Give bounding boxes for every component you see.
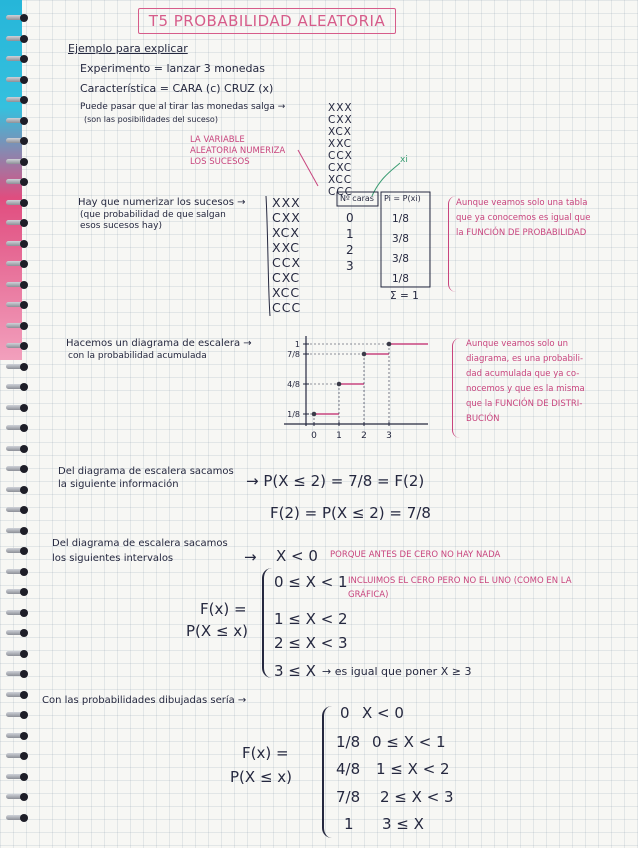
probability-column bbox=[392, 209, 409, 289]
info-formula-1: → P(X ≤ 2) = 7/8 = F(2) bbox=[246, 472, 425, 490]
outcome-item: CCC bbox=[328, 186, 353, 198]
final-row-cond: X < 0 bbox=[362, 704, 404, 722]
intervals-brace bbox=[262, 568, 274, 678]
note-line: la FUNCIÓN DE PROBABILIDAD bbox=[456, 228, 587, 238]
xi-label: xi bbox=[400, 155, 408, 165]
note-line: Aunque veamos solo un bbox=[466, 339, 569, 349]
num-faces-value: 2 bbox=[346, 243, 354, 257]
outcome-item: CCX bbox=[328, 150, 353, 162]
staircase-chart bbox=[268, 336, 438, 446]
probability-sum: Σ = 1 bbox=[390, 290, 419, 302]
step-point bbox=[362, 352, 367, 357]
note-line: que ya conocemos es igual que bbox=[456, 213, 591, 223]
outcome-item: XCX bbox=[272, 225, 300, 240]
numerize-text-1: Hay que numerizar los sucesos → bbox=[78, 197, 246, 208]
outcome-item: CXX bbox=[328, 114, 353, 126]
x-tick-label: 0 bbox=[311, 431, 317, 441]
distribution-function-note bbox=[466, 337, 585, 427]
page-title: T5 PROBABILIDAD ALEATORIA bbox=[138, 8, 396, 34]
final-row-val: 4/8 bbox=[336, 760, 361, 778]
probability-function-note bbox=[456, 196, 590, 241]
interval-row-3: 2 ≤ X < 3 bbox=[274, 634, 348, 652]
outcome-item: XCX bbox=[328, 126, 352, 138]
variable-note-line: ALEATORIA NUMERIZA bbox=[190, 146, 286, 156]
numerize-text-2: (que probabilidad de que salgan bbox=[80, 210, 226, 220]
num-faces-value: 0 bbox=[346, 211, 354, 225]
step-point bbox=[312, 412, 317, 417]
final-row-cond: 1 ≤ X < 2 bbox=[376, 760, 450, 778]
step-point bbox=[387, 342, 392, 347]
step-point bbox=[337, 382, 342, 387]
outcome-item: XXX bbox=[328, 102, 353, 114]
interval-row-4: 3 ≤ X bbox=[274, 662, 316, 680]
header-num-faces: Nº caras bbox=[340, 194, 374, 203]
outcomes-bracket-line bbox=[266, 196, 270, 316]
x-tick-label: 2 bbox=[361, 431, 367, 441]
final-lhs-1: F(x) = bbox=[242, 744, 289, 762]
num-faces-value: 1 bbox=[346, 227, 354, 241]
green-arrow bbox=[372, 163, 400, 196]
final-row-val: 0 bbox=[340, 704, 350, 722]
final-row-cond: 3 ≤ X bbox=[382, 815, 424, 833]
note-line: diagrama, es una probabili- bbox=[466, 354, 584, 364]
interval-note-1: INCLUIMOS EL CERO PERO NO EL UNO (COMO EN LA bbox=[348, 576, 572, 586]
x-tick-label: 1 bbox=[336, 431, 342, 441]
intervals-text-1: Del diagrama de escalera sacamos bbox=[52, 538, 228, 549]
note-line: Aunque veamos solo una tabla bbox=[456, 198, 588, 208]
features-text: Característica = CARA (c) CRUZ (x) bbox=[80, 82, 274, 95]
y-tick-label: 4/8 bbox=[287, 380, 300, 389]
outcome-item: XCC bbox=[328, 174, 353, 186]
num-faces-column bbox=[346, 210, 354, 274]
final-row-val: 1/8 bbox=[336, 733, 361, 751]
interval-note-cont: GRÁFICA) bbox=[348, 590, 389, 600]
outcome-item: CXX bbox=[272, 210, 301, 225]
outcome-item: CXC bbox=[328, 162, 353, 174]
interval-row-1: 0 ≤ X < 1 bbox=[274, 573, 348, 591]
num-faces-value: 3 bbox=[346, 259, 354, 273]
probability-value: 3/8 bbox=[392, 253, 409, 265]
example-heading: Ejemplo para explicar bbox=[68, 42, 188, 55]
outcome-item: CCX bbox=[272, 255, 302, 270]
numerize-outcomes bbox=[272, 195, 301, 315]
note-line: dad acumulada que ya co- bbox=[466, 369, 580, 379]
y-tick-label: 1/8 bbox=[287, 410, 300, 419]
intervals-lhs-1: F(x) = bbox=[200, 600, 247, 618]
staircase-text-1: Hacemos un diagrama de escalera → bbox=[66, 338, 252, 349]
interval-note-0: PORQUE ANTES DE CERO NO HAY NADA bbox=[330, 550, 501, 560]
variable-note-line: LA VARIABLE bbox=[190, 135, 245, 145]
final-text: Con las probabilidades dibujadas sería → bbox=[42, 695, 247, 706]
outcome-item: XXC bbox=[272, 240, 300, 255]
final-lhs-2: P(X ≤ x) bbox=[230, 768, 293, 786]
info-text-2: la siguiente información bbox=[58, 479, 179, 490]
note-line: que la FUNCIÓN DE DISTRI- bbox=[466, 399, 583, 409]
experiment-text: Experimento = lanzar 3 monedas bbox=[80, 62, 265, 75]
intervals-lhs-2: P(X ≤ x) bbox=[186, 622, 249, 640]
outcome-item: XCC bbox=[272, 285, 301, 300]
pink-arrow bbox=[298, 150, 318, 186]
x-tick-label: 3 bbox=[386, 431, 392, 441]
header-probability: Pi = P(xi) bbox=[384, 194, 421, 203]
y-tick-label: 7/8 bbox=[287, 350, 300, 359]
probability-value: 1/8 bbox=[392, 273, 409, 285]
interval-row-4-suffix: → es igual que poner X ≥ 3 bbox=[322, 665, 472, 678]
final-row-val: 7/8 bbox=[336, 788, 361, 806]
probability-value: 3/8 bbox=[392, 233, 409, 245]
outcome-item: XXX bbox=[272, 195, 301, 210]
final-row-cond: 2 ≤ X < 3 bbox=[380, 788, 454, 806]
info-text-1: Del diagrama de escalera sacamos bbox=[58, 466, 234, 477]
final-brace bbox=[322, 706, 334, 838]
staircase-text-2: con la probabilidad acumulada bbox=[68, 351, 207, 361]
numerize-text-3: esos sucesos hay) bbox=[80, 221, 162, 231]
final-row-val: 1 bbox=[344, 815, 354, 833]
probability-value: 1/8 bbox=[392, 213, 409, 225]
note-bracket bbox=[452, 338, 461, 438]
possible-text-2: (son las posibilidades del suceso) bbox=[84, 115, 218, 124]
interval-row-0: X < 0 bbox=[276, 547, 318, 565]
note-line: BUCIÓN bbox=[466, 414, 500, 424]
intervals-text-2: los siguientes intervalos bbox=[52, 553, 174, 564]
interval-row-2: 1 ≤ X < 2 bbox=[274, 610, 348, 628]
info-formula-2: F(2) = P(X ≤ 2) = 7/8 bbox=[270, 504, 431, 522]
variable-note-line: LOS SUCESOS bbox=[190, 157, 250, 167]
note-line: nocemos y que es la misma bbox=[466, 384, 585, 394]
y-tick-label: 1 bbox=[294, 340, 300, 349]
outcome-item: CXC bbox=[272, 270, 301, 285]
outcome-item: XXC bbox=[328, 138, 352, 150]
final-row-cond: 0 ≤ X < 1 bbox=[372, 733, 446, 751]
intervals-arrow: → bbox=[244, 548, 257, 566]
outcome-item: CCC bbox=[272, 300, 302, 315]
possible-text-1: Puede pasar que al tirar las monedas salga → bbox=[80, 102, 286, 112]
